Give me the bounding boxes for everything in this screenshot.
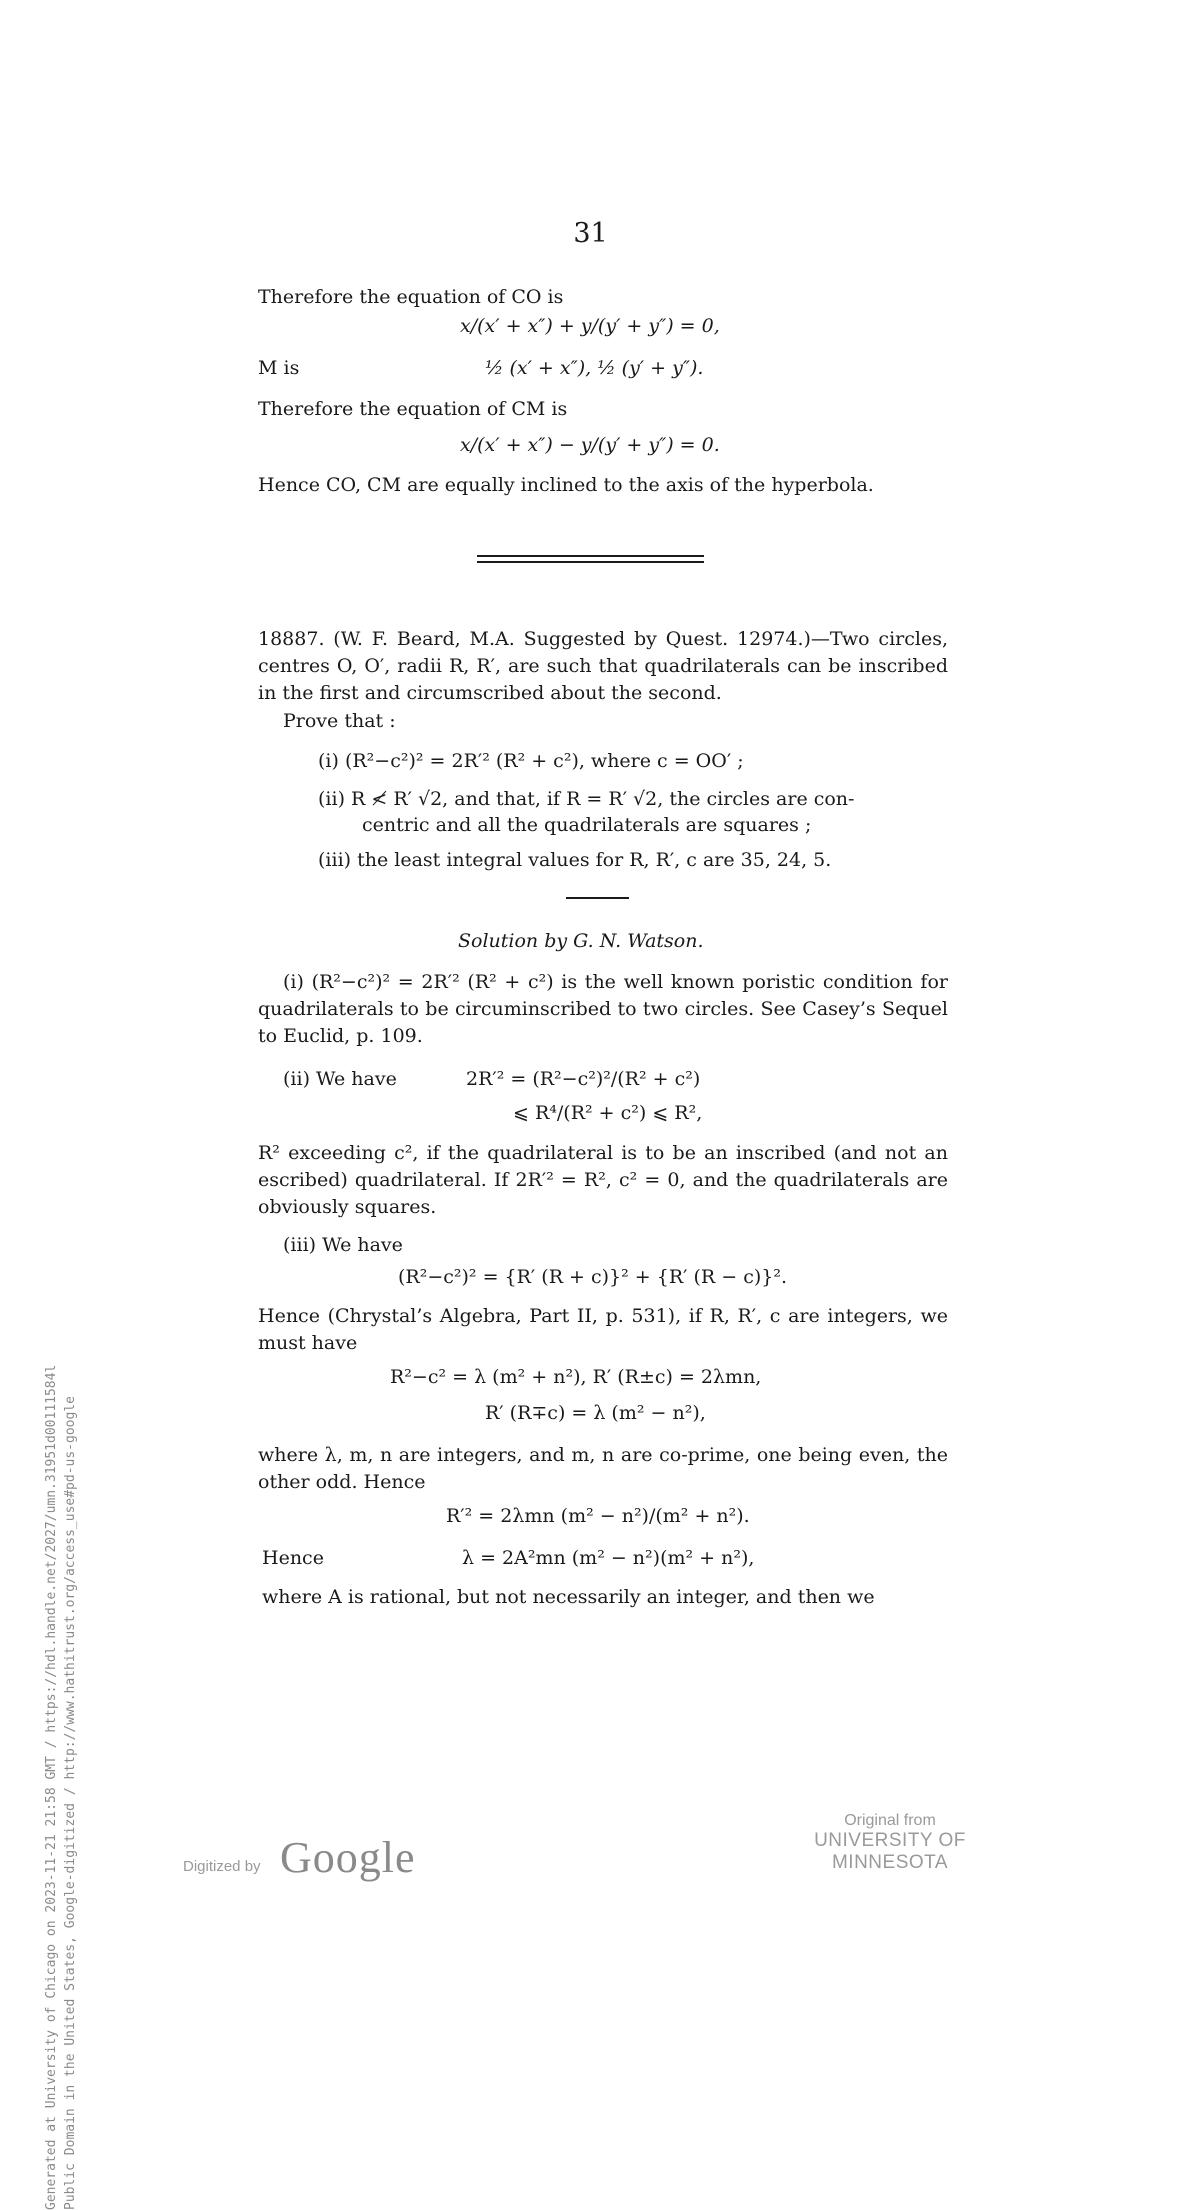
margin-stamp-line: Public Domain in the United States, Google-digitized / http://www.hathitrust.org/access_use#pd-us-google — [63, 1396, 78, 2210]
text-line: (ii) We have — [283, 1068, 397, 1090]
problem-item-3: (iii) the least integral values for R, R′, c are 35, 24, 5. — [318, 849, 832, 871]
text-line: M is — [258, 357, 300, 379]
solution-heading: Solution by G. N. Watson. — [458, 930, 704, 952]
text-line: Therefore the equation of CO is — [258, 286, 564, 308]
equation: 2R′² = (R²−c²)²/(R² + c²) — [466, 1068, 701, 1090]
margin-stamp-line: Generated at University of Chicago on 2023-11-21 21:58 GMT / https://hdl.handle.net/2027/umn.31951d00111584l — [44, 1364, 59, 2210]
double-rule — [477, 561, 704, 563]
page-number: 31 — [573, 218, 608, 249]
solution-paragraph-5: Hence (Chrystal’s Algebra, Part II, p. 531), if R, R′, c are integers, we must have — [258, 1305, 948, 1354]
university-label: UNIVERSITY OF MINNESOTA — [814, 1830, 966, 1873]
equation: x/(x′ + x″) + y/(y′ + y″) = 0, — [460, 315, 720, 337]
digitized-by-label: Digitized by — [183, 1858, 261, 1875]
section-rule — [566, 897, 629, 899]
text-line: Therefore the equation of CM is — [258, 398, 568, 420]
equation: R′² = 2λmn (m² − n²)/(m² + n²). — [446, 1505, 750, 1527]
problem-item-1: (i) (R²−c²)² = 2R′² (R² + c²), where c = OO′ ; — [318, 750, 744, 772]
equation: (R²−c²)² = {R′ (R + c)}² + {R′ (R − c)}². — [398, 1266, 788, 1288]
double-rule — [477, 555, 704, 557]
problem-item-2: (ii) R ≮ R′ √2, and that, if R = R′ √2, the circles are con- — [318, 788, 855, 810]
equation: ⩽ R⁴/(R² + c²) ⩽ R², — [513, 1102, 703, 1124]
solution-paragraph-1: (i) (R²−c²)² = 2R′² (R² + c²) is the well known poristic condition for quadrilaterals to be circuminscribed to two circles. See Casey’s Sequel to Euclid, p. 109. — [258, 971, 948, 1047]
original-from — [760, 1812, 1020, 1874]
equation: R′ (R∓c) = λ (m² − n²), — [485, 1402, 706, 1424]
solution-paragraph-3: R² exceeding c², if the quadrilateral is to be an inscribed (and not an escribed) quadrilateral. If 2R′² = R², c² = 0, and the quadrilaterals are obviously squares. — [258, 1142, 948, 1218]
original-from-label: Original from — [844, 1812, 936, 1829]
equation: ½ (x′ + x″), ½ (y′ + y″). — [485, 357, 704, 379]
text-line: (iii) We have — [283, 1234, 403, 1256]
equation: λ = 2A²mn (m² − n²)(m² + n²), — [462, 1547, 755, 1569]
problem-statement: 18887. (W. F. Beard, M.A. Suggested by Quest. 12974.)—Two circles, centres O, O′, radii R, R′, are such that quadrilaterals can be inscribed in the first and circumscribed about the second. — [258, 628, 948, 704]
text-line: Hence — [262, 1547, 324, 1569]
equation: R²−c² = λ (m² + n²), R′ (R±c) = 2λmn, — [390, 1366, 762, 1388]
google-logo: Google — [280, 1833, 416, 1882]
prove-that: Prove that : — [283, 710, 396, 732]
solution-paragraph-8: where A is rational, but not necessarily an integer, and then we — [262, 1586, 875, 1608]
problem-item-2-cont: centric and all the quadrilaterals are squares ; — [362, 814, 812, 836]
margin-stamp — [42, 780, 92, 2210]
equation: x/(x′ + x″) − y/(y′ + y″) = 0. — [460, 434, 720, 456]
solution-paragraph-6: where λ, m, n are integers, and m, n are co-prime, one being even, the other odd. Hence — [258, 1444, 948, 1493]
text-line: Hence CO, CM are equally inclined to the axis of the hyperbola. — [258, 474, 874, 496]
